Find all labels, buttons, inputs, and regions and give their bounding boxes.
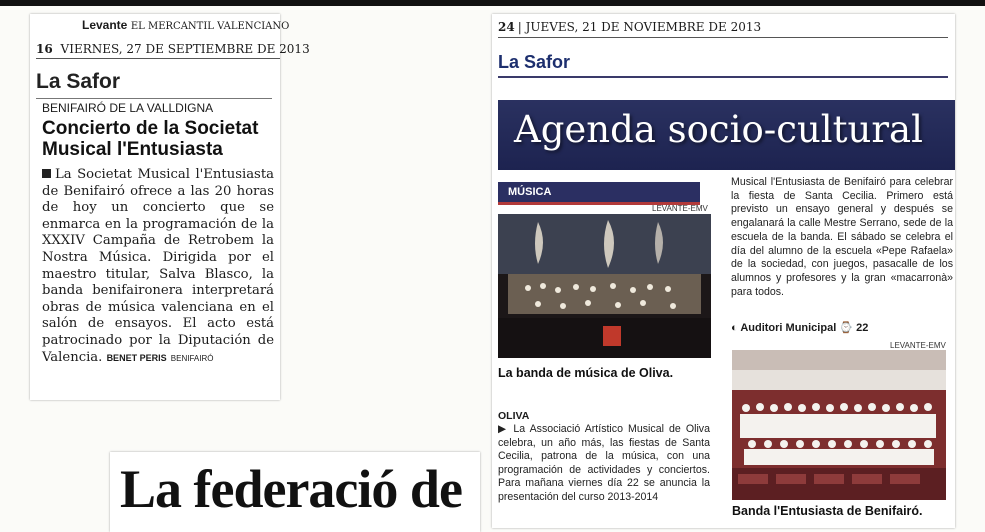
venue-time: 22 — [856, 322, 869, 334]
byline: BENET PERIS — [106, 352, 167, 363]
article-text: La Societat Musical l'Entusiasta de Benifairó ofrece a las 20 horas de hoy un concierto que se enmarca en la programación de la XXXIV Campaña de Retrobem la Nostra Música. Dirigida por el maestro titular, Salva Blasco, la banda benifaironera interpretará obras de música valenciana en el salón de ensayos. El acto está patrocinado por la Diputación de Valencia. — [42, 167, 274, 365]
clipping-bottom — [110, 452, 480, 532]
clipping-right — [492, 14, 955, 528]
venue-name: Auditori Municipal — [740, 322, 837, 334]
section-rule — [36, 98, 272, 99]
page-number: 16 — [36, 42, 53, 56]
section-rule — [498, 76, 948, 78]
oliva-article-text: ▶ La Associació Artístico Musical de Oliva celebra, un año más, las fiestas de Santa Cecilia, patrona de la música, con una programación de actividades y conciertos. Para mañana viernes día 22 se anuncia la presentación del curso 2013-2014 — [498, 423, 710, 503]
section-title: La Safor — [498, 52, 571, 72]
banner-title: Agenda socio-cultural — [514, 108, 923, 151]
section-title: La Safor — [36, 70, 121, 93]
photo-caption-oliva: La banda de música de Oliva. — [498, 366, 674, 380]
clock-icon: ⌚ — [839, 322, 854, 334]
bottom-headline: La federació de — [120, 459, 462, 519]
photo-caption-benifairo: Banda l'Entusiasta de Benifairó. — [732, 504, 923, 518]
location-heading: OLIVA — [498, 410, 530, 422]
band-photo-benifairo — [732, 350, 946, 500]
photo-credit: LEVANTE-EMV — [652, 204, 708, 213]
dateline: 24 | JUEVES, 21 DE NOVIEMBRE DE 2013 — [498, 20, 948, 38]
newspaper-masthead — [82, 18, 289, 32]
photo-credit: LEVANTE-EMV — [890, 341, 946, 350]
article-kicker: BENIFAIRÓ DE LA VALLDIGNA — [42, 101, 214, 115]
category-tag: MÚSICA — [498, 182, 700, 205]
byline-location: BENIFAIRÓ — [170, 353, 214, 363]
issue-date: JUEVES, 21 DE NOVIEMBRE DE 2013 — [525, 20, 762, 34]
masthead-name: EL MERCANTIL VALENCIANO — [130, 21, 290, 32]
article-body — [42, 167, 274, 367]
issue-date: VIERNES, 27 DE SEPTIEMBRE DE 2013 — [60, 42, 310, 56]
scan-top-border — [0, 0, 985, 6]
dateline — [36, 42, 310, 59]
benifairo-article-text: Musical l'Entusiasta de Benifairó para celebrar la fiesta de Santa Cecilia. Primero está previsto un ensayo general y después se engalanará la calle Mestre Serrano, sede de la escuela de la banda. El sábado se celebra el día del alumno de la escuela «Pepe Rafaela» de la sociedad, con juegos, pasacalle de los alumnos y profesores y la gran «macarronà» para todos. — [731, 176, 953, 298]
band-photo-oliva — [498, 214, 711, 358]
venue-line — [731, 321, 868, 334]
bullet-square-icon — [42, 169, 51, 178]
article-headline: Concierto de la Societat Musical l'Entusiasta — [42, 118, 259, 160]
location-pin-icon: ◐ — [731, 322, 738, 334]
page-number: 24 — [498, 20, 515, 34]
masthead-brand: Levante — [82, 18, 128, 32]
clipping-left — [30, 14, 310, 400]
